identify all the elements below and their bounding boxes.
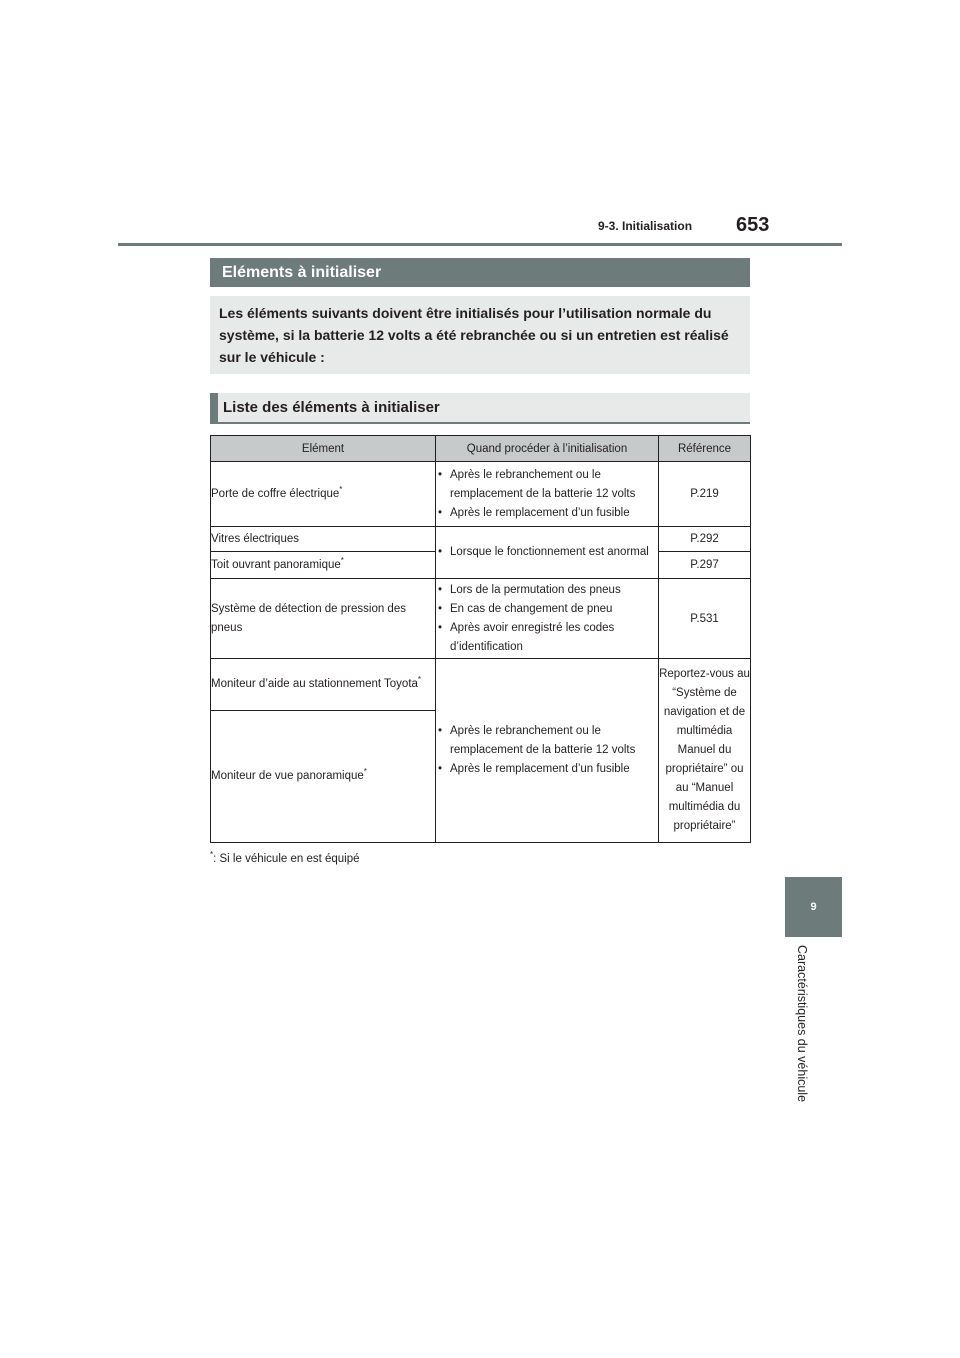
- list-item: • Après le rebranchement ou le remplacement de la batterie 12 volts: [436, 722, 658, 760]
- reference-cell: P.219: [659, 462, 751, 527]
- element-cell: Vitres électriques: [211, 527, 436, 552]
- when-cell: [436, 659, 659, 843]
- list-item: • En cas de changement de pneu: [436, 600, 658, 619]
- page-number: 653: [736, 214, 770, 236]
- section-label: 9-3. Initialisation: [598, 219, 693, 233]
- section-heading: Eléments à initialiser: [210, 258, 750, 287]
- table-row: [211, 579, 751, 659]
- list-item: • Après le remplacement d’un fusible: [436, 760, 658, 779]
- chapter-tab: 9: [785, 877, 842, 937]
- table-row: [211, 527, 751, 552]
- column-header-element: Elément: [211, 436, 436, 462]
- column-header-when: Quand procéder à l’initialisation: [436, 436, 659, 462]
- table-header-row: [211, 436, 751, 462]
- intro-paragraph: Les éléments suivants doivent être initialisés pour l’utilisation normale du système, si la batterie 12 volts a été rebranchée ou si un entretien est réalisé sur le véhicule :: [210, 296, 750, 374]
- element-cell: Moniteur d’aide au stationnement Toyota*: [211, 659, 436, 711]
- column-header-reference: Référence: [659, 436, 751, 462]
- list-item: • Lorsque le fonctionnement est anormal: [436, 543, 658, 562]
- footnote: *: Si le véhicule en est équipé: [210, 850, 360, 865]
- when-cell: [436, 527, 659, 579]
- reference-cell: P.531: [659, 579, 751, 659]
- initialisation-table: [210, 435, 751, 843]
- table-heading: Liste des éléments à initialiser: [210, 393, 750, 424]
- reference-cell: P.292: [659, 527, 751, 552]
- reference-cell: P.297: [659, 552, 751, 579]
- when-cell: [436, 579, 659, 659]
- reference-cell: Reportez-vous au “Système de navigation et de multimédia Manuel du propriétaire” ou au “Manuel multimédia du propriétaire”: [659, 659, 751, 843]
- element-cell: Toit ouvrant panoramique*: [211, 552, 436, 579]
- element-cell: Porte de coffre électrique*: [211, 462, 436, 527]
- table-row: [211, 659, 751, 711]
- chapter-title: Caractéristiques du véhicule: [795, 945, 809, 1103]
- header-rule: [118, 243, 842, 246]
- element-cell: Moniteur de vue panoramique*: [211, 711, 436, 843]
- when-cell: [436, 462, 659, 527]
- list-item: • Après le remplacement d’un fusible: [436, 504, 658, 523]
- table-row: [211, 462, 751, 527]
- list-item: • Après avoir enregistré les codes d’identification: [436, 619, 658, 657]
- list-item: • Lors de la permutation des pneus: [436, 581, 658, 600]
- element-cell: Système de détection de pression des pneus: [211, 579, 436, 659]
- list-item: • Après le rebranchement ou le remplacement de la batterie 12 volts: [436, 466, 658, 504]
